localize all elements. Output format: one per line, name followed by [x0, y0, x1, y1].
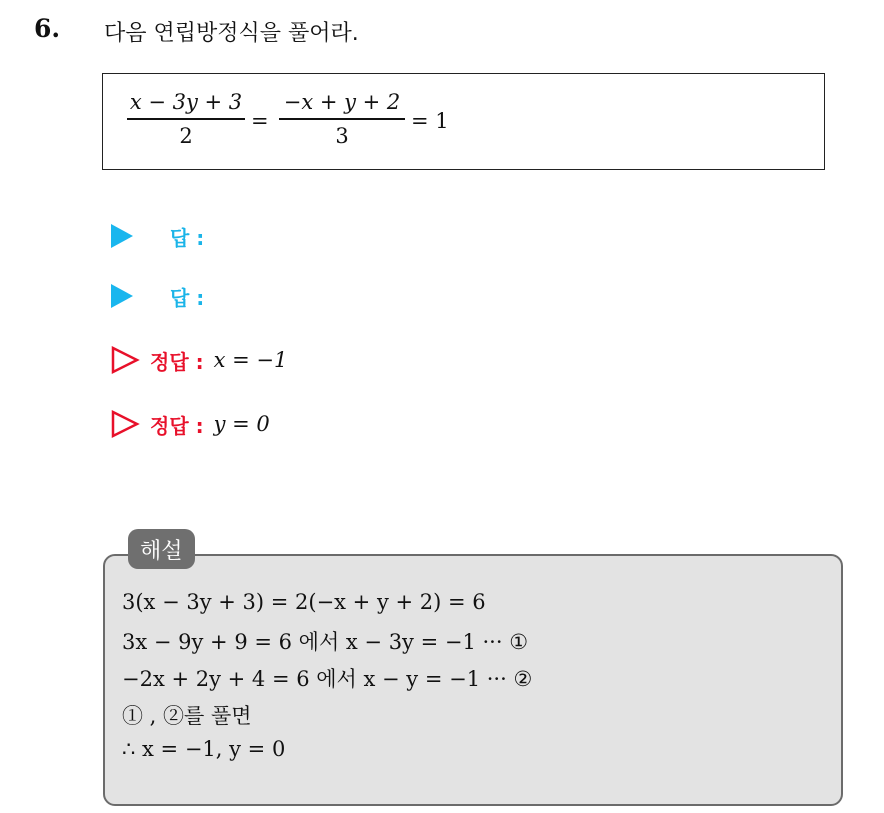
fraction-left-numerator: x − 3y + 3 [129, 90, 243, 114]
fraction-right [279, 90, 405, 148]
correct-answer-row-1 [106, 343, 287, 377]
correct-answer-row-2 [106, 407, 270, 441]
fraction-right-denominator: 3 [335, 123, 349, 148]
correct-answer-value: y = 0 [213, 412, 270, 436]
explanation-line-1: 3(x − 3y + 3) = 2(−x + y + 2) = 6 [122, 590, 486, 614]
answer-label: 답 : [170, 225, 205, 250]
explanation-line-5: ∴ x = −1, y = 0 [122, 737, 286, 761]
explanation-line-4: ① , ②를 풀면 [122, 704, 252, 728]
fraction-left-bar [127, 118, 245, 120]
fraction-left-denominator: 2 [179, 123, 193, 148]
answer-label: 답 : [170, 285, 205, 310]
correct-answer-label: 정답 : [150, 413, 204, 438]
correct-answer-value: x = −1 [213, 348, 288, 372]
fraction-left [127, 90, 245, 148]
equation-rhs: = 1 [411, 109, 449, 133]
correct-answer-label: 정답 : [150, 349, 204, 374]
fraction-right-numerator: −x + y + 2 [283, 90, 401, 114]
equals-sign: = [251, 109, 269, 133]
answer-row-2 [102, 279, 204, 313]
fraction-right-bar [279, 118, 405, 120]
equation-box [102, 73, 825, 170]
outline-triangle-icon [110, 409, 140, 439]
play-triangle-icon [111, 224, 133, 248]
play-triangle-icon [111, 284, 133, 308]
problem-text: 다음 연립방정식을 풀어라. [104, 21, 359, 46]
outline-triangle-icon [110, 345, 140, 375]
problem-number: 6. [34, 14, 61, 43]
explanation-line-3: −2x + 2y + 4 = 6 에서 x − y = −1 ··· ② [122, 667, 533, 691]
answer-row-1 [102, 219, 204, 253]
explanation-line-2: 3x − 9y + 9 = 6 에서 x − 3y = −1 ··· ① [122, 630, 529, 654]
explanation-tab: 해설 [128, 529, 195, 569]
